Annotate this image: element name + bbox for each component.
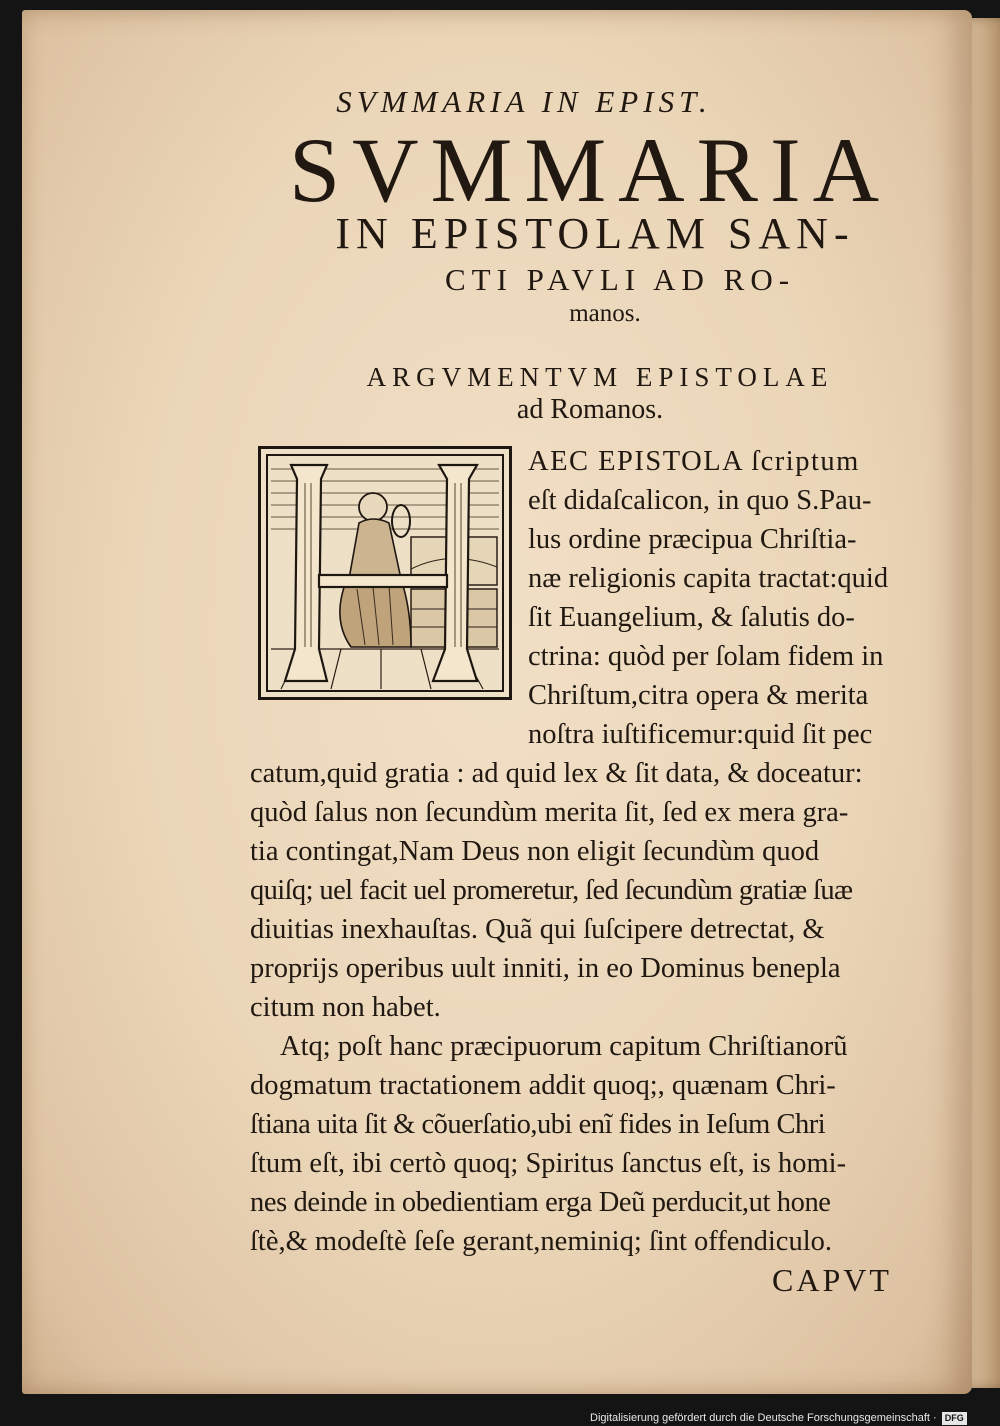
woodcut-initial-H-icon: [258, 446, 512, 700]
body-line: næ religionis capita tractat:quid: [528, 563, 889, 594]
body-line: noſtra iuſtificemur:quid ſit pec: [528, 719, 873, 750]
dfg-logo-icon: DFG: [942, 1412, 967, 1425]
title-line-2: CTI PAVLI AD RO-: [444, 262, 796, 297]
body-line: eſt didaſcalicon, in quo S.Pau-: [528, 485, 872, 516]
body-line: ſtè,& modeſtè ſeſe gerant,neminiq; ſint offendiculo.: [250, 1226, 832, 1257]
body-line: ſit Euangelium, & ſalutis do-: [528, 602, 855, 633]
title-line-1: IN EPISTOLAM SAN-: [335, 209, 855, 258]
body-line: ctrina: quòd per ſolam fidem in: [528, 641, 884, 672]
body-line: nes deinde in obedientiam erga Deũ perducit,ut hone: [250, 1187, 831, 1218]
body-line: proprijs operibus uult inniti, in eo Dominus benepla: [250, 953, 841, 984]
title-line-3: manos.: [569, 300, 641, 327]
body-line: Atq; poſt hanc præcipuorum capitum Chriſtianorũ: [280, 1031, 848, 1062]
body-line: ſtiana uita ſit & cõuerſatio,ubi enĩ fides in Ieſum Chri: [250, 1109, 826, 1140]
body-line: Chriſtum,citra opera & merita: [528, 680, 869, 711]
body-line: diuitias inexhauſtas. Quã qui ſuſcipere detrectat, &: [250, 914, 825, 945]
body-line: citum non habet.: [250, 992, 441, 1023]
argument-subheading: ad Romanos.: [516, 394, 664, 425]
digitization-footer: [590, 1410, 1000, 1426]
footer-separator: ·: [933, 1412, 937, 1424]
body-line: catum,quid gratia : ad quid lex & ſit data, & doceatur:: [250, 758, 863, 789]
footer-text: Digitalisierung gefördert durch die Deutsche Forschungsgemeinschaft: [590, 1412, 930, 1424]
body-line: tia contingat,Nam Deus non eligit ſecundùm quod: [250, 836, 820, 867]
body-line: AEC EPISTOLA ſcriptum: [528, 446, 860, 477]
running-head: SVMMARIA IN EPIST.: [336, 84, 712, 119]
argument-heading: ARGVMENTVM EPISTOLAE: [366, 362, 834, 392]
body-line: lus ordine præcipua Chriſtia-: [528, 524, 857, 555]
body-line: quòd ſalus non ſecundùm merita ſit, ſed ex mera gra-: [250, 797, 849, 828]
catchword: CAPVT: [772, 1262, 892, 1298]
body-line: quiſq; uel facit uel promeretur, ſed ſecundùm gratiæ ſuæ: [250, 875, 853, 906]
page-title: SVMMARIA: [288, 119, 892, 221]
body-line: ſtum eſt, ibi certò quoq; Spiritus ſanctus eſt, is homi-: [250, 1148, 847, 1179]
body-line: dogmatum tractationem addit quoq;, quænam Chri-: [250, 1070, 836, 1101]
